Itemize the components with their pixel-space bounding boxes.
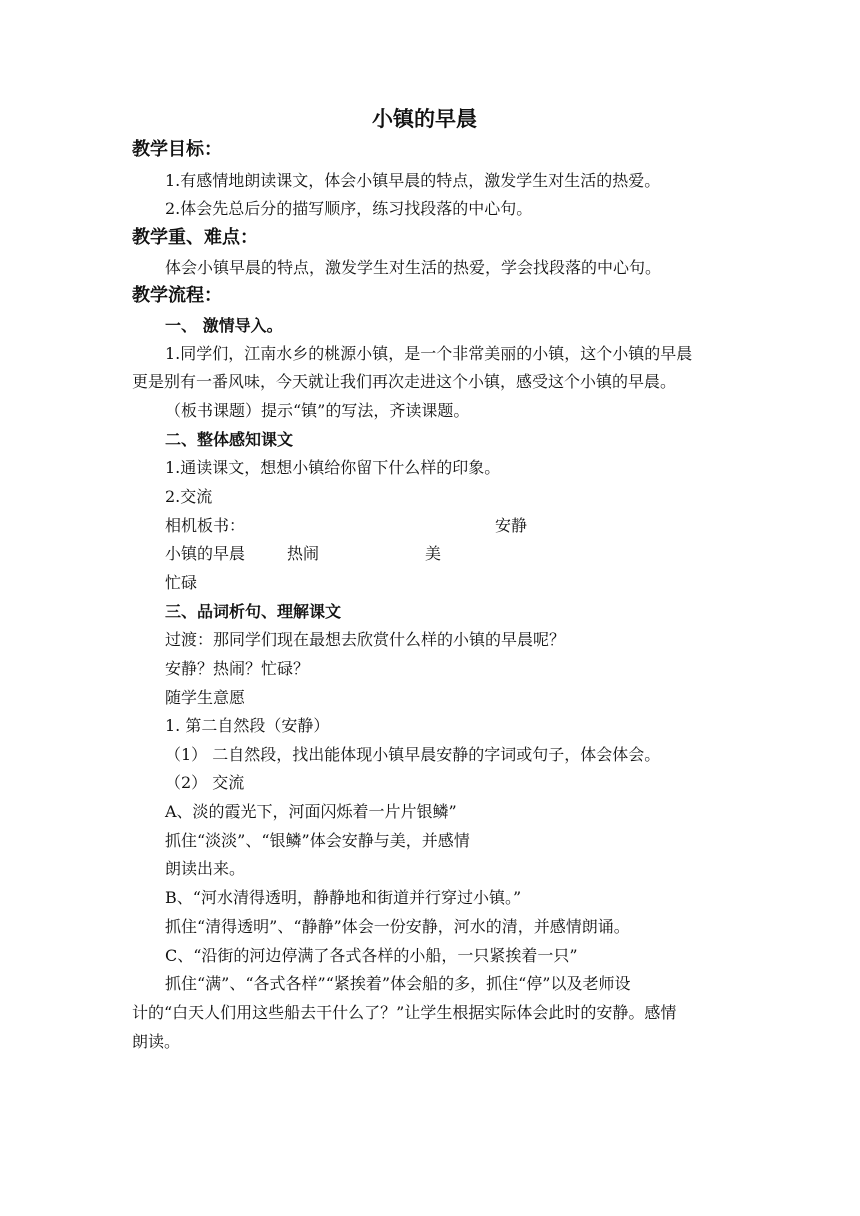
section3-item-1: 1. 第二自然段（安静）: [165, 716, 330, 735]
section1-board-title-note: （板书课题）提示“镇”的写法，齐读课题。: [165, 401, 470, 420]
quote-c-note-line1: 抓住“满”、“各式各样”“紧挨着”体会船的多，抓住“停”以及老师设: [165, 974, 631, 993]
section2-paragraph-2: 2.交流: [165, 487, 213, 506]
key-points-text: 体会小镇早晨的特点，激发学生对生活的热爱，学会找段落的中心句。: [165, 258, 662, 277]
objective-item-2: 2.体会先总后分的描写顺序，练习找段落的中心句。: [165, 199, 533, 218]
objectives-heading: 教学目标：: [132, 139, 222, 160]
quote-b: B、“河水清得透明，静静地和街道并行穿过小镇。”: [165, 888, 522, 907]
section3-follow: 随学生意愿: [165, 688, 246, 707]
quote-c: C、“沿街的河边停满了各式各样的小船，一只紧挨着一只”: [165, 946, 578, 965]
section3-sub-1: （1） 二自然段，找出能体现小镇早晨安静的字词或句子，体会体会。: [165, 745, 661, 764]
quote-b-note: 抓住“清得透明”、“静静”体会一份安静，河水的清，并感情朗诵。: [165, 917, 630, 936]
quote-a: A、淡的霞光下，河面闪烁着一片片银鳞”: [165, 802, 457, 821]
process-heading: 教学流程：: [132, 285, 222, 306]
section2-heading: 二、整体感知课文: [165, 430, 294, 449]
section3-transition: 过渡：那同学们现在最想去欣赏什么样的小镇的早晨呢？: [165, 630, 566, 649]
section2-paragraph-1: 1.通读课文，想想小镇给你留下什么样的印象。: [165, 458, 501, 477]
document-title: 小镇的早晨: [372, 106, 477, 131]
board-busy: 忙碌: [165, 573, 198, 592]
section1-paragraph-line2: 更是别有一番风味，今天就让我们再次走进这个小镇，感受这个小镇的早晨。: [132, 372, 677, 391]
objective-item-1: 1.有感情地朗读课文，体会小镇早晨的特点，激发学生对生活的热爱。: [165, 171, 661, 190]
board-lively: 热闹: [287, 544, 320, 563]
quote-a-note-line1: 抓住“淡淡”、“银鳞”体会安静与美，并感情: [165, 831, 470, 850]
board-beautiful: 美: [425, 544, 442, 563]
section3-options: 安静？热闹？忙碌？: [165, 659, 310, 678]
board-quiet: 安静: [495, 516, 528, 535]
quote-c-note-line2: 计的“白天人们用这些船去干什么了？”让学生根据实际体会此时的安静。感情: [132, 1003, 677, 1022]
key-points-heading: 教学重、难点：: [132, 227, 258, 248]
section1-heading: 一、 激情导入。: [165, 316, 283, 335]
section3-heading: 三、品词析句、理解课文: [165, 602, 342, 621]
board-title: 小镇的早晨: [165, 544, 246, 563]
quote-c-note-line3: 朗读。: [132, 1032, 181, 1051]
section1-paragraph-line1: 1.同学们，江南水乡的桃源小镇，是一个非常美丽的小镇，这个小镇的早晨: [165, 344, 693, 363]
section3-sub-2: （2） 交流: [165, 773, 245, 792]
board-label: 相机板书：: [165, 516, 246, 535]
quote-a-note-line2: 朗读出来。: [165, 859, 246, 878]
